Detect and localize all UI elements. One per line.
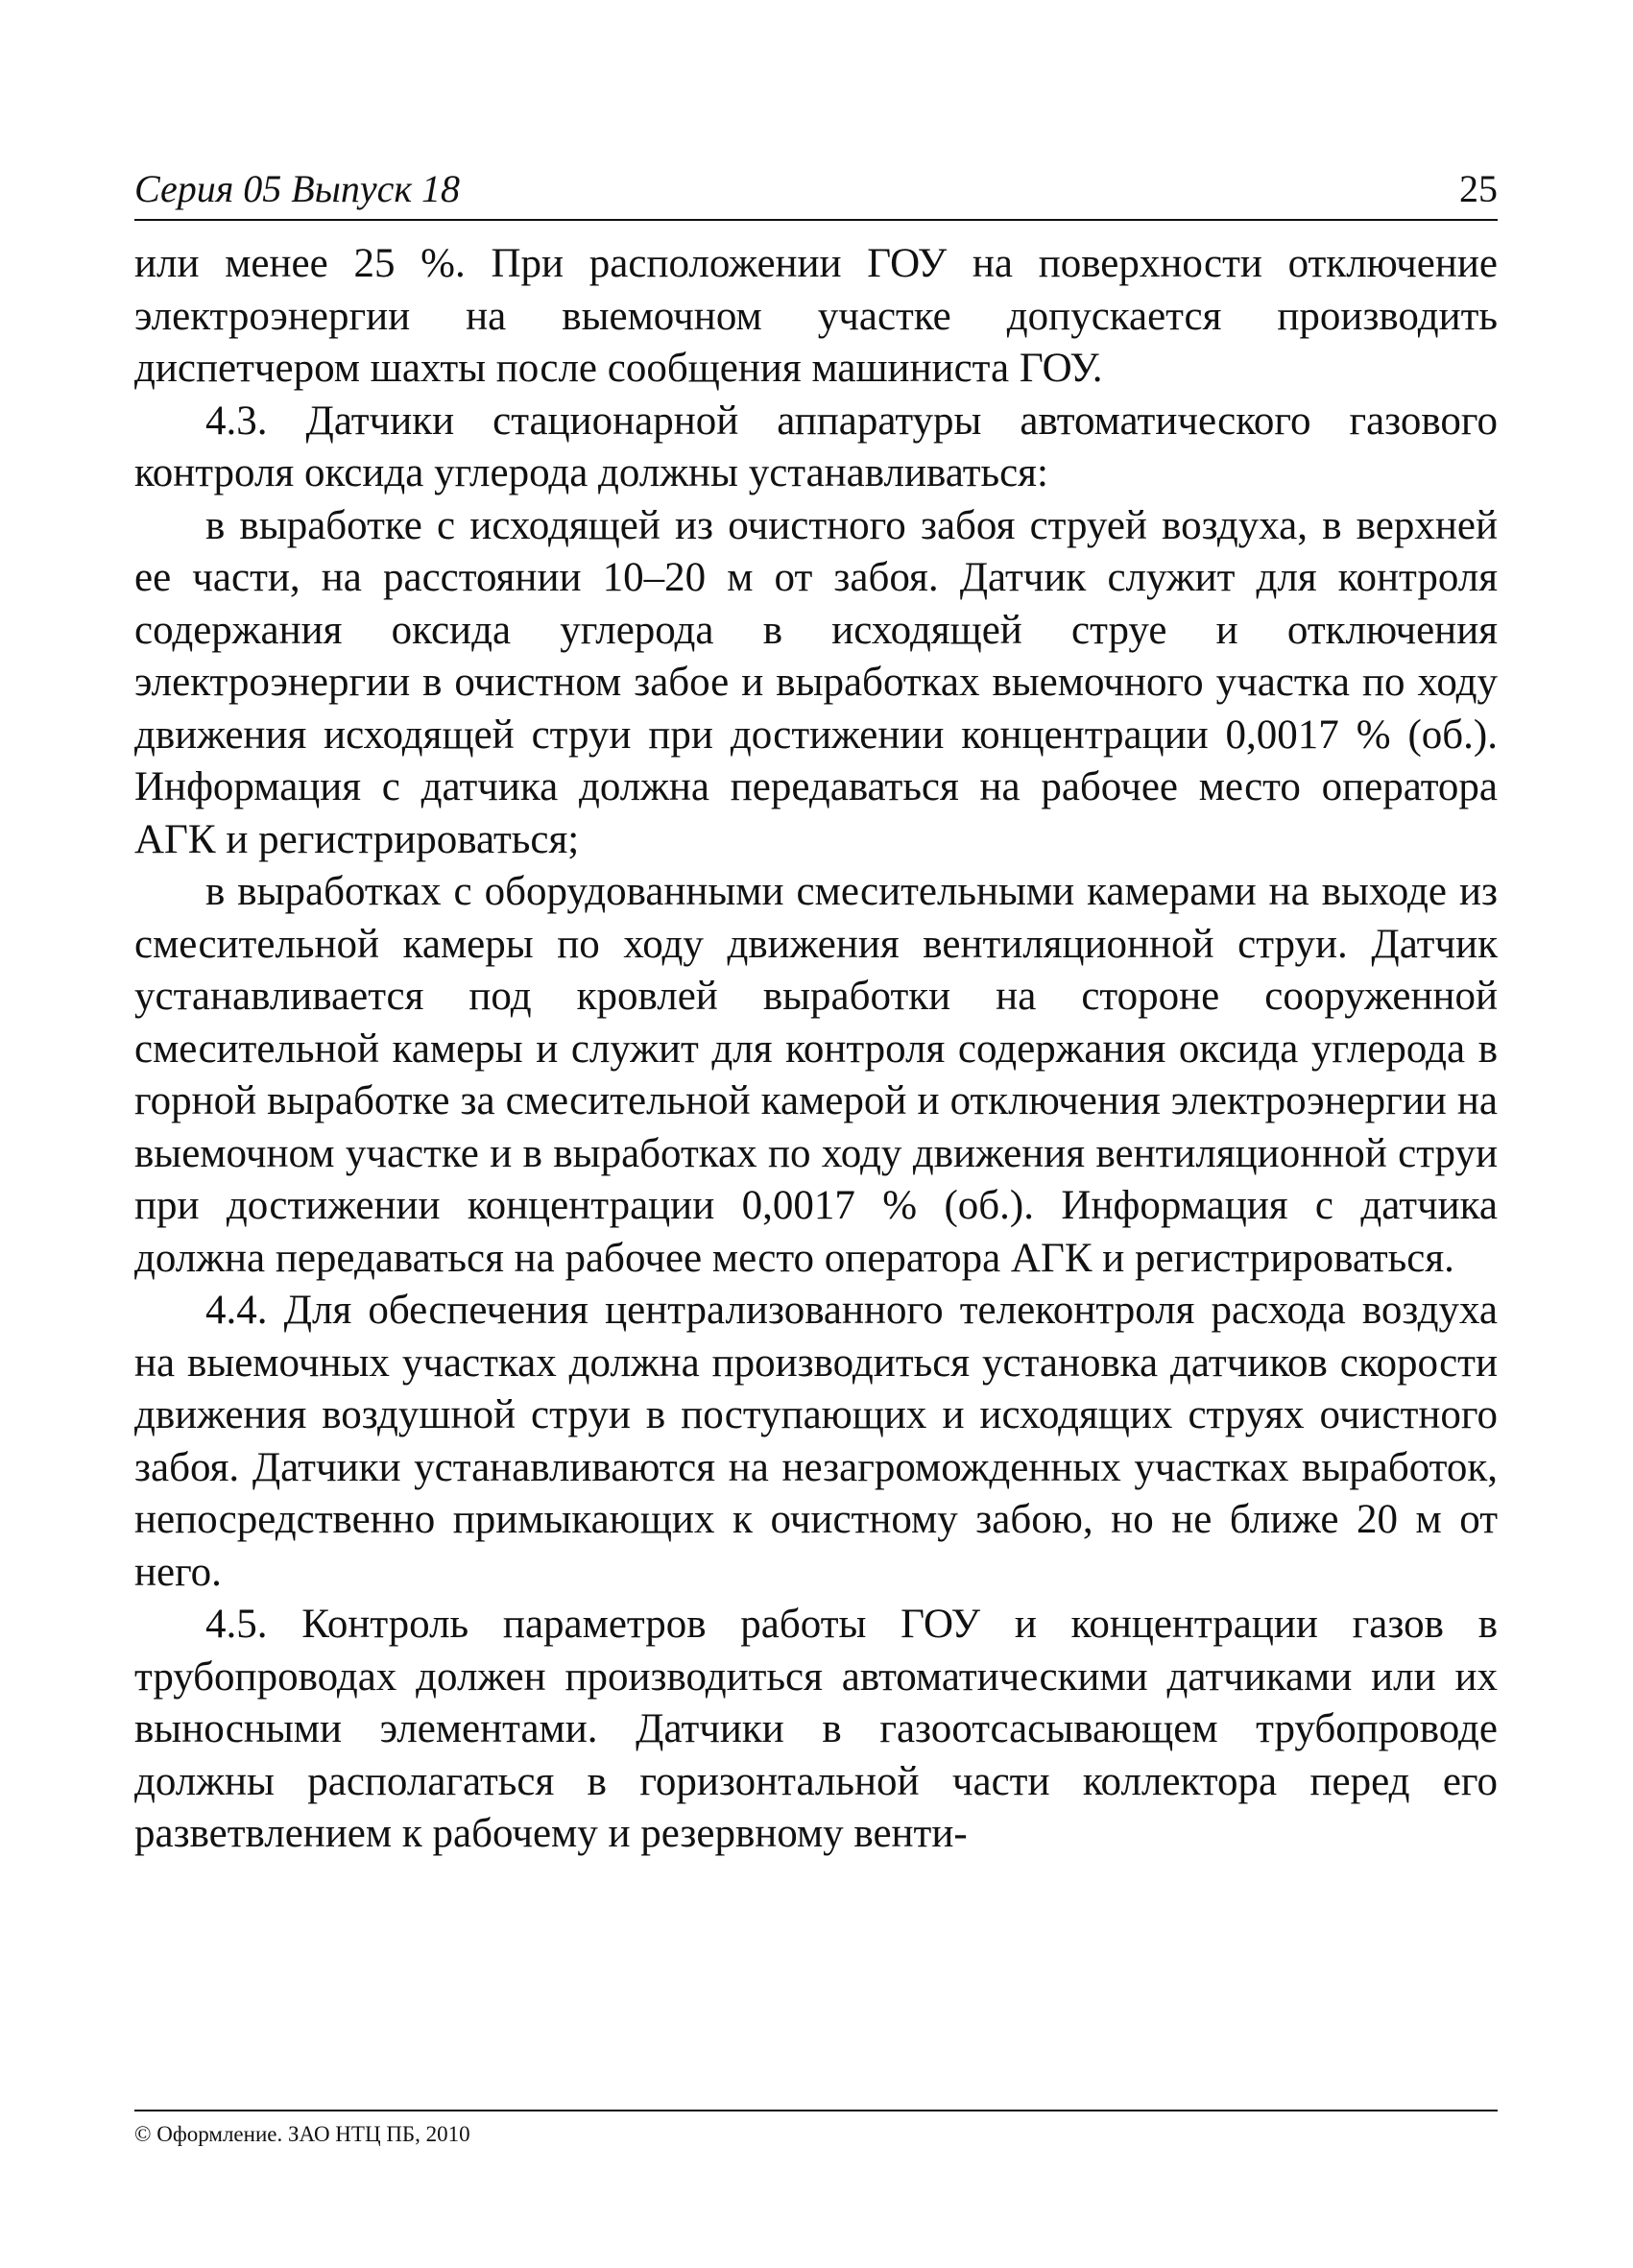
paragraph-continuation: или менее 25 %. При расположении ГОУ на поверхности отключение электроэнергии на выемочном участке допускается производить диспетчером шахты после сообщения машиниста ГОУ.: [134, 241, 1498, 391]
header-divider: [134, 219, 1498, 221]
paragraph-4-3-item-1: в выработке с исходящей из очистного забоя струей воздуха, в верхней ее части, на расстоянии 10–20 м от забоя. Датчик служит для контроля содержания оксида углерода в исходящей струе и отключения электроэнергии в очистном забое и выработках выемочного участка по ходу движения исходящей струи при достижении концентрации 0,0017 % (об.). Информация с датчика должна передаваться на рабочее место оператора АГК и регистрироваться;: [134, 502, 1498, 862]
page-header: [134, 154, 1498, 221]
paragraph-4-3-item-2: в выработках с оборудованными смесительными камерами на выходе из смесительной камеры по ходу движения вентиляционной струи. Датчик устанавливается под кровлей выработки на стороне сооруженной смесительной камеры и служит для контроля содержания оксида углерода в горной выработке за смесительной камерой и отключения электроэнергии на выемочном участке и в выработках по ходу движения вентиляционной струи при достижении концентрации 0,0017 % (об.). Информация с датчика должна передаваться на рабочее место оператора АГК и регистрироваться.: [134, 869, 1498, 1281]
page-number: 25: [1459, 167, 1498, 210]
paragraph-4-4: 4.4. Для обеспечения централизованного телеконтроля расхода воздуха на выемочных участках должна производиться установка датчиков скорости движения воздушной струи в поступающих и исходящих струях очистного забоя. Датчики устанавливаются на незагроможденных участках выработок, непосредственно примыкающих к очистному забою, но не ближе 20 м от него.: [134, 1288, 1498, 1595]
document-body: [134, 238, 1498, 1861]
series-label: Серия 05 Выпуск 18: [134, 167, 461, 210]
paragraph-4-5: 4.5. Контроль параметров работы ГОУ и концентрации газов в трубопроводах должен производиться автоматическими датчиками или их выносными элементами. Датчики в газоотсасывающем трубопроводе должны располагаться в горизонтальной части коллектора перед его разветвлением к рабочему и резервному венти-: [134, 1602, 1498, 1856]
paragraph-4-3: 4.3. Датчики стационарной аппаратуры автоматического газового контроля оксида углерода должны устанавливаться:: [134, 398, 1498, 495]
footer-copyright: © Оформление. ЗАО НТЦ ПБ, 2010: [134, 2122, 470, 2146]
footer-divider: [134, 2110, 1498, 2111]
